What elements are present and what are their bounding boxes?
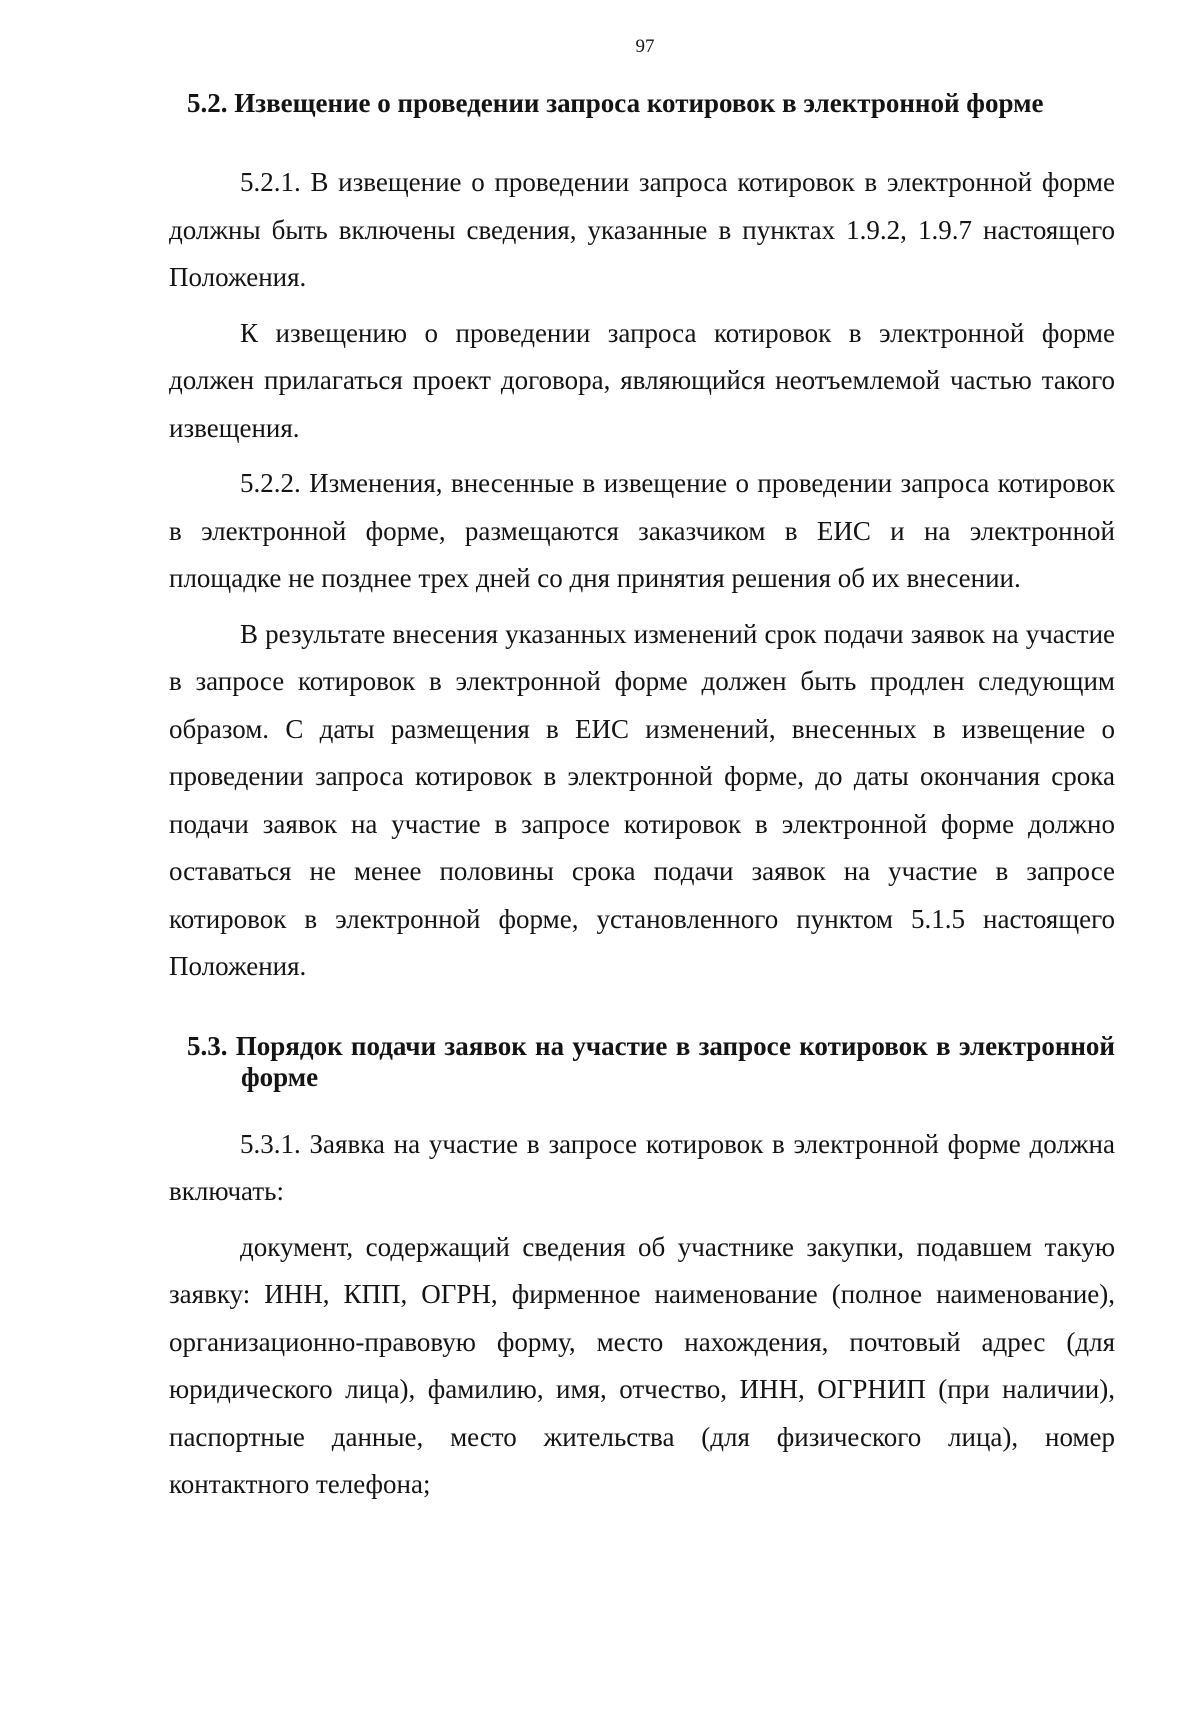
paragraph-5-2-1: 5.2.1. В извещение о проведении запроса котировок в электронной форме должны быть включены сведения, указанные в пунктах 1.9.2, 1.9.7 настоящего Положения. xyxy=(169,167,1115,292)
document-body xyxy=(169,88,1115,1509)
paragraph-5-2-2: 5.2.2. Изменения, внесенные в извещение о проведении запроса котировок в электронной форме, размещаются заказчиком в ЕИС и на электронной площадке не позднее трех дней со дня принятия решения об их внесении. xyxy=(169,468,1115,593)
section-heading-5-3: 5.3. Порядок подачи заявок на участие в запросе котировок в электронной форме xyxy=(187,1030,1115,1092)
page-number: 97 xyxy=(635,36,655,57)
section-heading-5-2: 5.2. Извещение о проведении запроса котировок в электронной форме xyxy=(187,88,1044,118)
paragraph-5-3-1: 5.3.1. Заявка на участие в запросе котировок в электронной форме должна включать: xyxy=(169,1128,1115,1206)
paragraph-participant-info: документ, содержащий сведения об участнике закупки, подавшем такую заявку: ИНН, КПП, ОГРН, фирменное наименование (полное наименование), организационно-правовую форму, место нахождения, почтовый адрес (для юридического лица), фамилию, имя, отчество, ИНН, ОГРНИП (при наличии), паспортные данные, место жительства (для физического лица), номер контактного телефона; xyxy=(169,1231,1115,1499)
paragraph-deadline-extension: В результате внесения указанных изменений срок подачи заявок на участие в запросе котировок в электронной форме должен быть продлен следующим образом. С даты размещения в ЕИС изменений, внесенных в извещение о проведении запроса котировок в электронной форме, до даты окончания срока подачи заявок на участие в запросе котировок в электронной форме должно оставаться не менее половины срока подачи заявок на участие в запросе котировок в электронной форме, установленного пунктом 5.1.5 настоящего Положения. xyxy=(169,618,1115,981)
paragraph-contract-draft: К извещению о проведении запроса котировок в электронной форме должен прилагаться проект договора, являющийся неотъемлемой частью такого извещения. xyxy=(169,317,1115,443)
